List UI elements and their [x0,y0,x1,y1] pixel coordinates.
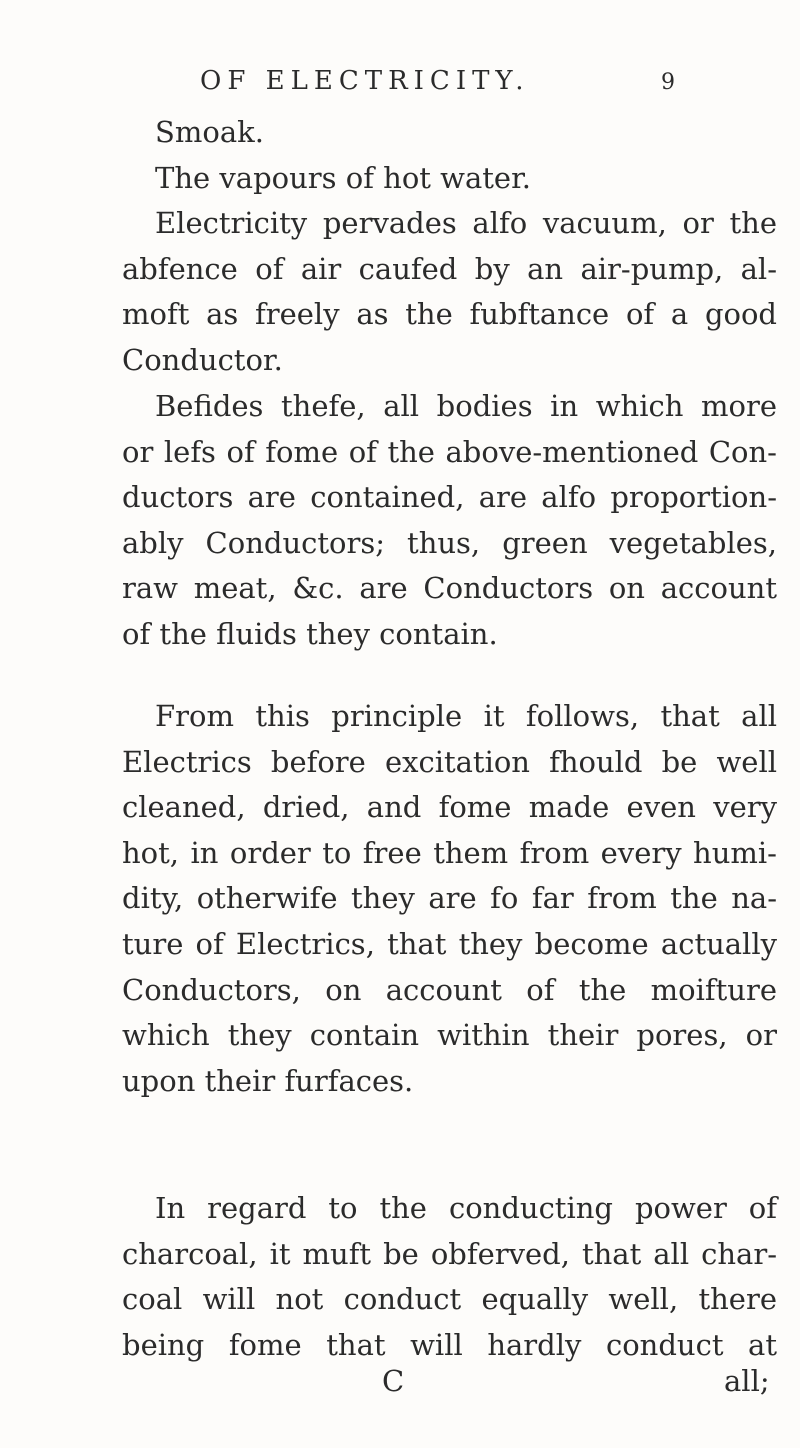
text-line: raw meat, &c. are Conductors on account [122,571,777,606]
text-line: dity, otherwife they are fo far from the na- [122,881,777,916]
running-title: OF ELECTRICITY. [200,66,530,96]
text-line: The vapours of hot water. [155,160,531,195]
text-line: coal will not conduct equally well, there [122,1282,777,1317]
paragraph-2 [122,384,777,658]
text-line: which they contain within their pores, or [122,1018,777,1053]
text-line: Befides thefe, all bodies in which more [155,389,777,423]
text-line: charcoal, it muft be obferved, that all char- [122,1236,777,1271]
text-line: From this principle it follows, that all [155,699,777,733]
signature-mark: C [382,1364,405,1398]
text-line: being fome that will hardly conduct at [122,1327,777,1362]
text-line: cleaned, dried, and fome made even very [122,790,777,825]
text-line: Electricity pervades alfo vacuum, or the [155,206,777,241]
catchword: all; [724,1364,770,1398]
text-line: ably Conductors; thus, green vegetables, [122,525,777,560]
text-line: hot, in order to free them from every humi- [122,835,777,870]
page-footer [122,1364,777,1409]
text-line: ture of Electrics, that they become actually [122,926,777,961]
text-line: In regard to the conducting power of [155,1191,777,1225]
text-line: or lefs of fome of the above-mentioned Con- [122,434,777,469]
text-line: Smoak. [155,115,264,149]
page-mark: 9 [661,70,675,95]
paragraph-3 [122,694,777,1104]
text-line: abfence of air caufed by an air-pump, al- [122,251,777,286]
paragraph-4 [122,1186,777,1368]
text-line: moft as freely as the fubftance of a good [122,297,777,332]
text-line: upon their furfaces. [122,1063,414,1098]
paragraph-1 [122,110,777,384]
text-line: Conductor. [122,342,283,377]
text-line: Electrics before excitation fhould be well [122,744,777,779]
text-line: ductors are contained, are alfo proportion- [122,480,777,515]
text-line: Conductors, on account of the moifture [122,972,777,1007]
text-line: of the fluids they contain. [122,616,498,651]
